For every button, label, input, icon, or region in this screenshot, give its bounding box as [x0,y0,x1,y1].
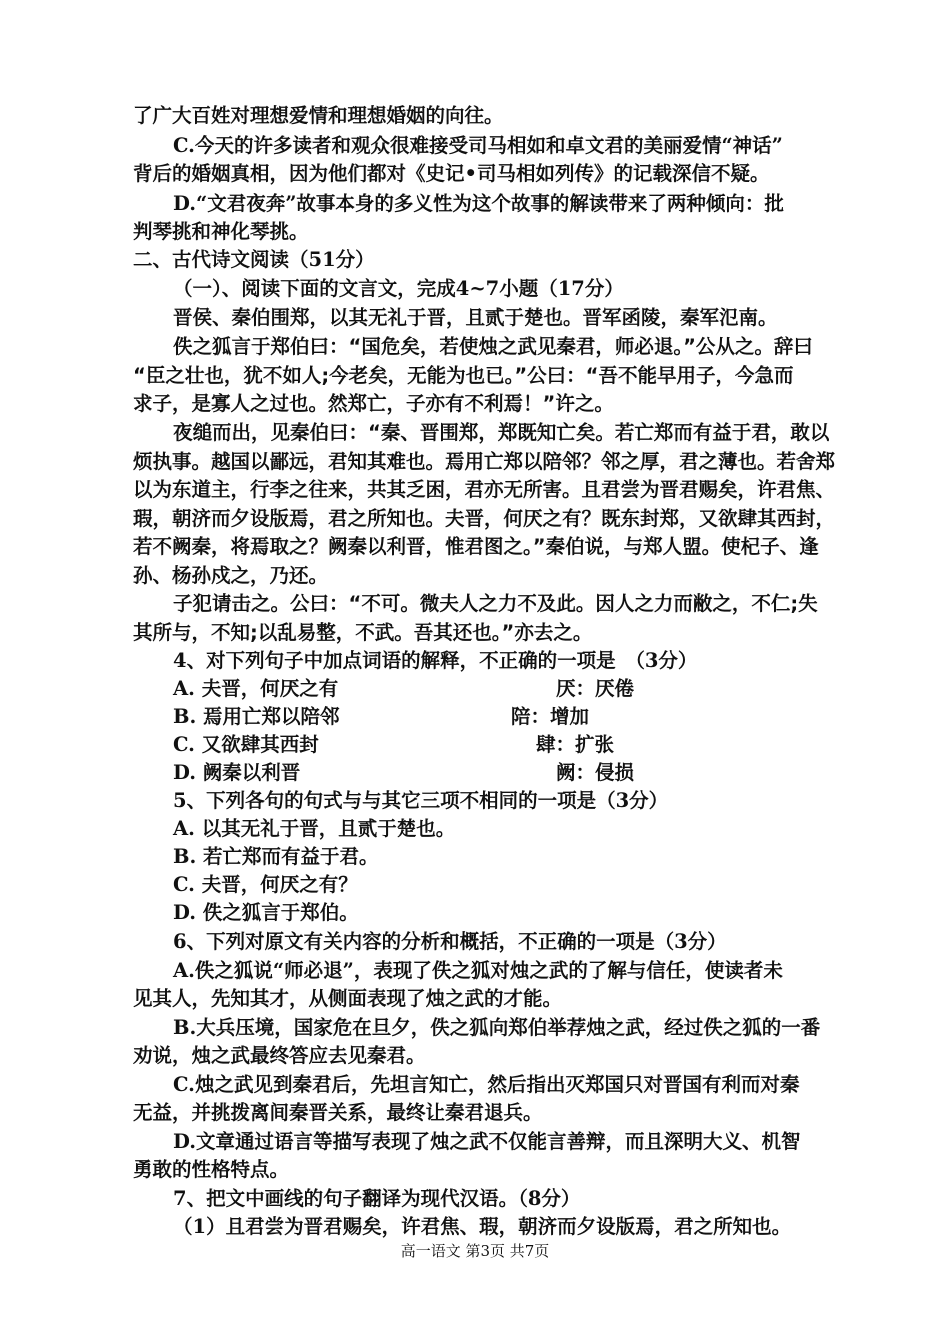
option-explanation: 阙：侵损 [556,761,635,784]
classical-text-line: 烦执事。越国以鄙远，君知其难也。焉用亡郑以陪邻？邻之厚，君之薄也。若舍郑 [133,450,836,473]
classical-text-line: 以为东道主，行李之往来，共其乏困，君亦无所害。且君尝为晋君赐矣，许君焦、 [133,478,836,501]
classical-text-line: 子犯请击之。公曰：“不可。微夫人之力不及此。因人之力而敝之，不仁;失 [173,592,818,615]
question-6-option-b: B.大兵压境，国家危在旦夕，佚之狐向郑伯举荐烛之武，经过佚之狐的一番 [173,1016,821,1039]
question-5-option-a: A. 以其无礼于晋，且贰于楚也。 [173,817,456,840]
prev-passage-option-c: C.今天的许多读者和观众很难接受司马相如和卓文君的美丽爱情“神话” [173,134,783,157]
prev-passage-option-d: D.“文君夜奔”故事本身的多义性为这个故事的解读带来了两种倾向：批 [173,192,784,215]
option-sentence: C. 又欲肆其西封 [173,733,319,756]
question-6-option-d-cont: 勇敢的性格特点。 [133,1158,290,1181]
option-sentence: A. 夫晋，何厌之有 [173,677,339,700]
classical-text-line: 其所与，不知;以乱易整，不武。吾其还也。”亦去之。 [133,621,593,644]
question-4-option-b [173,703,733,731]
section-title: 二、古代诗文阅读（51分） [133,248,375,271]
question-5-option-b: B. 若亡郑而有益于君。 [173,845,379,868]
question-7-stem: 7、把文中画线的句子翻译为现代汉语。（8分） [173,1187,581,1210]
option-sentence: B. 焉用亡郑以陪邻 [173,705,340,728]
classical-text-line: 瑕，朝济而夕设版焉，君之所知也。夫晋，何厌之有？既东封郑，又欲肆其西封， [133,507,836,530]
option-explanation: 厌：厌倦 [556,677,635,700]
prev-passage-line: 判琴挑和神化琴挑。 [133,220,309,243]
classical-text-line: 若不阙秦，将焉取之？阙秦以利晋，惟君图之。”秦伯说，与郑人盟。使杞子、逢 [133,535,819,558]
classical-text-line: 夜缒而出，见秦伯曰：“秦、晋围郑，郑既知亡矣。若亡郑而有益于君，敢以 [173,421,830,444]
option-sentence: D. 阙秦以利晋 [173,761,301,784]
prev-passage-line: 背后的婚姻真相，因为他们都对《史记•司马相如列传》的记载深信不疑。 [133,162,770,185]
question-7-item-1: （1）且君尝为晋君赐矣，许君焦、瑕，朝济而夕设版焉，君之所知也。 [173,1215,792,1238]
classical-text-line: 求子，是寡人之过也。然郑亡，子亦有不利焉！”许之。 [133,392,614,415]
question-6-option-d: D.文章通过语言等描写表现了烛之武不仅能言善辩，而且深明大义、机智 [173,1130,801,1153]
page-footer: 高一语文 第3页 共7页 [400,1242,550,1260]
question-4-option-a [173,675,733,703]
classical-text-line: 晋侯、秦伯围郑，以其无礼于晋，且贰于楚也。晋军函陵，秦军氾南。 [173,306,778,329]
option-explanation: 肆：扩张 [536,733,615,756]
question-6-option-a-cont: 见其人，先知其才，从侧面表现了烛之武的才能。 [133,987,563,1010]
question-6-option-a: A.佚之狐说“师必退”，表现了佚之狐对烛之武的了解与信任，使读者未 [173,959,783,982]
option-explanation: 陪：增加 [511,705,590,728]
question-5-option-d: D. 佚之狐言于郑伯。 [173,901,359,924]
question-4-option-c [173,731,733,759]
classical-text-line: “臣之壮也，犹不如人;今老矣，无能为也已。”公曰：“吾不能早用子，今急而 [133,364,794,387]
question-4-stem: 4、对下列句子中加点词语的解释，不正确的一项是 （3分） [173,649,698,672]
question-6-stem: 6、下列对原文有关内容的分析和概括，不正确的一项是（3分） [173,930,727,953]
question-6-option-c-cont: 无益，并挑拨离间秦晋关系，最终让秦君退兵。 [133,1101,543,1124]
prev-passage-line: 了广大百姓对理想爱情和理想婚姻的向往。 [133,104,504,127]
question-5-option-c: C. 夫晋，何厌之有？ [173,873,358,896]
question-6-option-b-cont: 劝说，烛之武最终答应去见秦君。 [133,1044,426,1067]
question-4-option-d [173,759,733,787]
classical-text-line: 孙、杨孙戍之，乃还。 [133,564,329,587]
classical-text-line: 佚之狐言于郑伯曰：“国危矣，若使烛之武见秦君，师必退。”公从之。辞曰 [173,335,813,358]
question-5-stem: 5、下列各句的句式与与其它三项不相同的一项是（3分） [173,789,669,812]
sub-section-title: （一）、阅读下面的文言文，完成4~7小题（17分） [173,277,624,300]
question-6-option-c: C.烛之武见到秦君后，先坦言知亡，然后指出灭郑国只对晋国有利而对秦 [173,1073,800,1096]
